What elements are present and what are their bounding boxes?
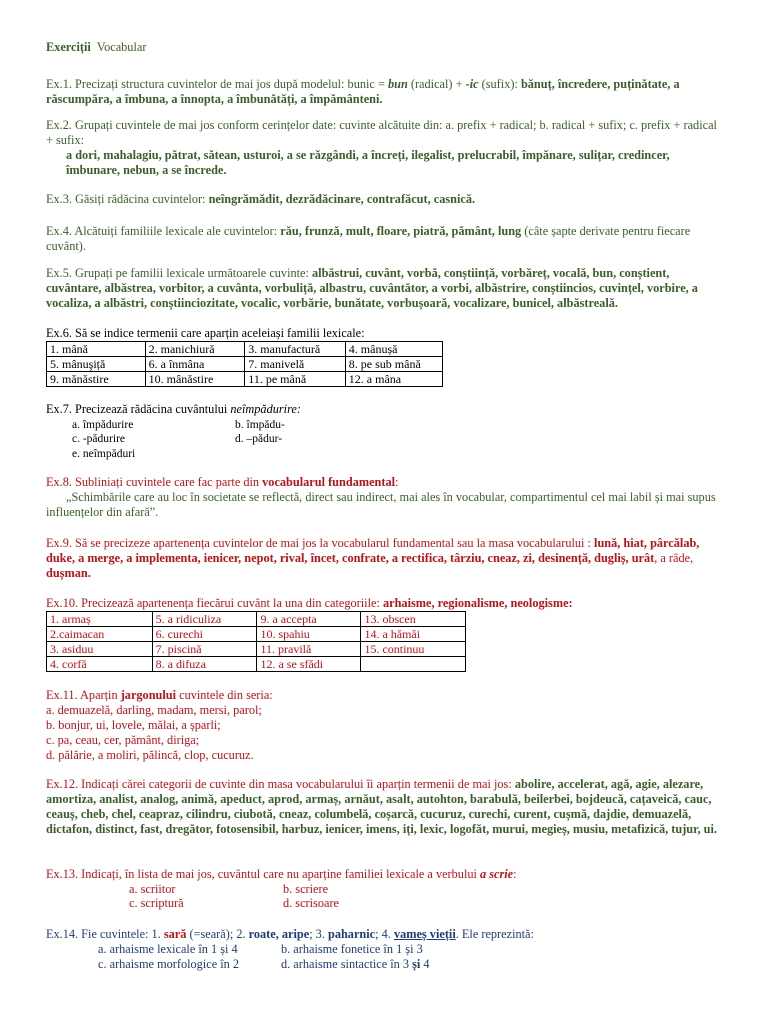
table-cell: 7. piscină — [152, 642, 257, 657]
list-item: c. pa, ceau, cer, pământ, diriga; — [46, 733, 200, 747]
ex2-label: Ex.2. — [46, 118, 72, 132]
exercise-1: Ex.1. Precizați structura cuvintelor de mai jos după modelul: bunic = bun (radical) + -ic (sufix): bănuț, încredere, puținătate, a răscumpăra, a îmbuna, a înnopta, a îmbunătăți, a împământeni. — [46, 77, 680, 106]
table-cell: 2.caimacan — [47, 627, 153, 642]
table-row — [47, 612, 466, 627]
table-cell: 2. manichiură — [145, 342, 245, 357]
exercise-14: Ex.14. Fie cuvintele: 1. sară (=seară); 2. roate, aripe; 3. paharnic; 4. vameș vieții. Ele reprezintă: — [46, 927, 534, 941]
ex13-option-a: a. scriitor — [129, 882, 176, 896]
table-row — [47, 342, 443, 357]
table-cell: 15. continuu — [361, 642, 466, 657]
exercise-10: Ex.10. Precizează apartenența fiecărui cuvânt la una din categoriile: arhaisme, regionalisme, neologisme: — [46, 596, 573, 610]
table-cell — [361, 657, 466, 672]
table-cell: 8. pe sub mână — [345, 357, 442, 372]
ex14-option-a: a. arhaisme lexicale în 1 și 4 — [98, 942, 238, 956]
ex8-quote: „Schimbările care au loc în societate se reflectă, direct sau indirect, mai ales în vocabular, compartimentul cel mai labil și mai supus influențelor din afară”. — [46, 490, 716, 519]
ex1-label: Ex.1 — [46, 77, 69, 91]
table-cell: 6. a înmâna — [145, 357, 245, 372]
ex12-words: abolire, accelerat, agă, agie, alezare, amortiza, analist, analog, animă, apeduct, aprod, armaș, arnăut, asalt, autohton, barabulă, beilerbei, bojdeucă, cațaveică, cauc, ceauș, cheb, chel, ceapraz, cilindru, ciubotă, cneaz, columbelă, coșarcă, cucuruz, curechi, curent, cușmă, dajdie, demuazelă, dictafon, distinct, fast, dregător, fotosensibil, harbuz, ienicer, imens, iți, lexic, logofăt, murui, megieș, musiu, metafizică, tujur, ui. — [46, 777, 717, 836]
table-row — [47, 642, 466, 657]
ex5-label: Ex.5. — [46, 266, 72, 280]
ex10-table — [46, 611, 466, 672]
ex10-label: Ex.10. — [46, 596, 79, 610]
table-cell: 12. a mâna — [345, 372, 442, 387]
table-cell: 6. curechi — [152, 627, 257, 642]
ex14-option-b: b. arhaisme fonetice în 1 și 3 — [281, 942, 423, 956]
exercise-9: Ex.9. Să se precizeze apartenența cuvintelor de mai jos la vocabularul fundamental sau la masa vocabularului : lună, hiat, pârcălab, duke, a merge, a implementa, ienicer, nepot, rival, încet, confrate, a rectifica, târziu, cneaz, zi, desinență, dugliș, urât, a râde, dușman. — [46, 536, 700, 580]
exercise-12: Ex.12. Indicați cărei categorii de cuvinte din masa vocabularului îi aparțin termenii de mai jos: abolire, accelerat, agă, agie, alezare, amortiza, analist, analog, animă, apeduct, aprod, armaș, arnăut, asalt, autohton, barabulă, beilerbei, bojdeucă, cațaveică, cauc, ceauș, cheb, chel, ceapraz, cilindru, ciubotă, cneaz, columbelă, coșarcă, cucuruz, curechi, curent, cușmă, dajdie, demuazelă, dictafon, distinct, fast, dregător, fotosensibil, harbuz, ienicer, imens, iți, lexic, logofăt, murui, megieș, musiu, metafizică, tujur, ui. — [46, 777, 717, 836]
table-cell: 10. spahiu — [257, 627, 361, 642]
ex7-option-c: c. -pădurire — [72, 433, 125, 445]
table-cell: 11. pe mână — [245, 372, 346, 387]
table-cell: 4. corfă — [47, 657, 153, 672]
ex11-label: Ex.11. — [46, 688, 78, 702]
ex8-label: Ex.8. — [46, 475, 72, 489]
exercise-7: Ex.7. Precizează rădăcina cuvântului neîmpădurire: — [46, 402, 301, 416]
list-item: b. bonjur, ui, lovele, mălai, a șparli; — [46, 718, 221, 732]
ex14-label: Ex.14. — [46, 927, 79, 941]
table-cell: 9. mănăstire — [47, 372, 146, 387]
table-cell: 5. mânuşiță — [47, 357, 146, 372]
ex3-words: neîngrămădit, dezrădăcinare, contrafăcut, casnică. — [208, 192, 476, 206]
ex6-label: Ex.6. — [46, 326, 72, 340]
table-cell: 3. manufactură — [245, 342, 346, 357]
exercise-6: Ex.6. Să se indice termenii care aparțin aceleiași familii lexicale: — [46, 326, 365, 340]
table-row — [47, 357, 443, 372]
table-cell: 9. a accepta — [257, 612, 361, 627]
exercise-3: Ex.3. Găsiți rădăcina cuvintelor: neîngrămădit, dezrădăcinare, contrafăcut, casnică. — [46, 192, 476, 206]
ex4-label: Ex.4. — [46, 224, 72, 238]
ex4-words: rău, frunză, mult, floare, piatră, pământ, lung — [280, 224, 522, 238]
ex12-label: Ex.12. — [46, 777, 79, 791]
ex14-option-d: d. arhaisme sintactice în 3 și 4 — [281, 957, 430, 971]
table-cell: 4. mânușă — [345, 342, 442, 357]
ex9-words: lună, hiat, pârcălab, duke, a merge, a implementa, ienicer, nepot, rival, încet, confrate, a rectifica, târziu, cneaz, zi, desinență, dugliș, urât — [46, 536, 700, 565]
list-item: a. demuazelă, darling, madam, mersi, parol; — [46, 703, 262, 717]
ex13-label: Ex.13. — [46, 867, 79, 881]
table-cell: 8. a difuza — [152, 657, 257, 672]
table-row — [47, 627, 466, 642]
ex14-option-c: c. arhaisme morfologice în 2 — [98, 957, 240, 971]
ex6-table — [46, 341, 443, 387]
table-cell: 10. mânăstire — [145, 372, 245, 387]
ex1-words: bănuț, încredere, puținătate, a răscumpăra, a îmbuna, a înnopta, a îmbunătăți, a împământeni. — [46, 77, 680, 106]
ex13-option-d: d. scrisoare — [283, 896, 339, 910]
table-cell: 3. asiduu — [47, 642, 153, 657]
exercise-5: Ex.5. Grupați pe familii lexicale următoarele cuvinte: albăstrui, cuvânt, vorbă, conștiință, vorbăreț, vocală, bun, conștient, cuvântare, albăstrea, vorbitor, a cuvânta, vorbuliță, albastru, cuvântător, a vorbi, albăstrire, conștiincios, cuvințel, vorbire, a vocaliza, a albăstri, conștiinciozitate, vocalic, vorbărie, bunătate, vorbușoară, vocalizare, bunicel, albăstreală. — [46, 266, 698, 310]
ex5-words: albăstrui, cuvânt, vorbă, conștiință, vorbăreț, vocală, bun, conștient, cuvântare, albăstrea, vorbitor, a cuvânta, vorbuliță, albastru, cuvântător, a vorbi, albăstrire, conștiincios, cuvințel, vorbire, a vocaliza, a albăstri, conștiinciozitate, vocalic, vorbărie, bunătate, vorbușoară, vocalizare, bunicel, albăstreală. — [46, 266, 698, 310]
table-cell: 1. mână — [47, 342, 146, 357]
exercise-13: Ex.13. Indicați, în lista de mai jos, cuvântul care nu aparține familiei lexicale a verbului a scrie: — [46, 867, 517, 881]
ex13-option-c: c. scriptură — [129, 896, 184, 910]
ex13-option-b: b. scriere — [283, 882, 329, 896]
exercise-8: Ex.8. Subliniați cuvintele care fac parte din vocabularul fundamental: „Schimbările care au loc în societate se reflectă, direct sau indirect, mai ales în vocabular, compartimentul cel mai labil și mai supus influențelor din afară”. — [46, 475, 724, 520]
title-normal: Vocabular — [96, 40, 147, 54]
ex7-option-a: a. împădurire — [72, 419, 134, 431]
list-item: d. pălărie, a moliri, pălincă, clop, cucuruz. — [46, 748, 254, 762]
ex9-label: Ex.9. — [46, 536, 72, 550]
table-cell: 12. a se sfădi — [257, 657, 361, 672]
ex10-categories: arhaisme, regionalisme, neologisme: — [382, 596, 573, 610]
table-cell: 11. pravilă — [257, 642, 361, 657]
exercise-4: Ex.4. Alcătuiți familiile lexicale ale cuvintelor: rău, frunză, mult, floare, piatră, pământ, lung (câte șapte derivate pentru fiecare cuvânt). — [46, 224, 691, 253]
table-row — [47, 657, 466, 672]
ex7-option-d: d. –pădur- — [235, 433, 283, 445]
table-cell: 13. obscen — [361, 612, 466, 627]
ex7-option-e: e. neîmpăduri — [72, 448, 136, 460]
page-title — [46, 40, 724, 55]
ex7-word: neîmpădurire — [230, 402, 297, 416]
ex13-verb: a scrie — [480, 867, 514, 881]
title-bold: Exerciții — [46, 40, 91, 54]
table-cell: 14. a hămăi — [361, 627, 466, 642]
table-row — [47, 372, 443, 387]
exercise-11: Ex.11. Aparțin jargonului cuvintele din seria: a. demuazelă, darling, madam, mersi, parol; b. bonjur, ui, lovele, mălai, a șparli; c. pa, ceau, cer, pământ, diriga; d. pălărie, a moliri, pălincă, clop, cucuruz. — [46, 688, 724, 763]
ex7-label: Ex.7. — [46, 402, 72, 416]
ex3-label: Ex.3. — [46, 192, 72, 206]
ex7-option-b: b. împădu- — [235, 419, 285, 431]
table-cell: 7. manivelă — [245, 357, 346, 372]
exercise-2: Ex.2. Grupați cuvintele de mai jos conform cerințelor date: cuvinte alcătuite din: a. prefix + radical; b. radical + sufix; c. prefix + radical + sufix: a dori, mahalagiu, pătrat, sătean, usturoi, a se răzgândi, a încreți, ilegalist, prelucrabil, împănare, sulițar, credincer, îmbunare, nebun, a se încrede. — [46, 118, 717, 177]
table-cell: 5. a ridiculiza — [152, 612, 257, 627]
table-cell: 1. armaș — [47, 612, 153, 627]
ex2-words: a dori, mahalagiu, pătrat, sătean, usturoi, a se răzgândi, a încreți, ilegalist, prelucrabil, împănare, sulițar, credincer, îmbunare, nebun, a se încrede. — [66, 148, 670, 177]
